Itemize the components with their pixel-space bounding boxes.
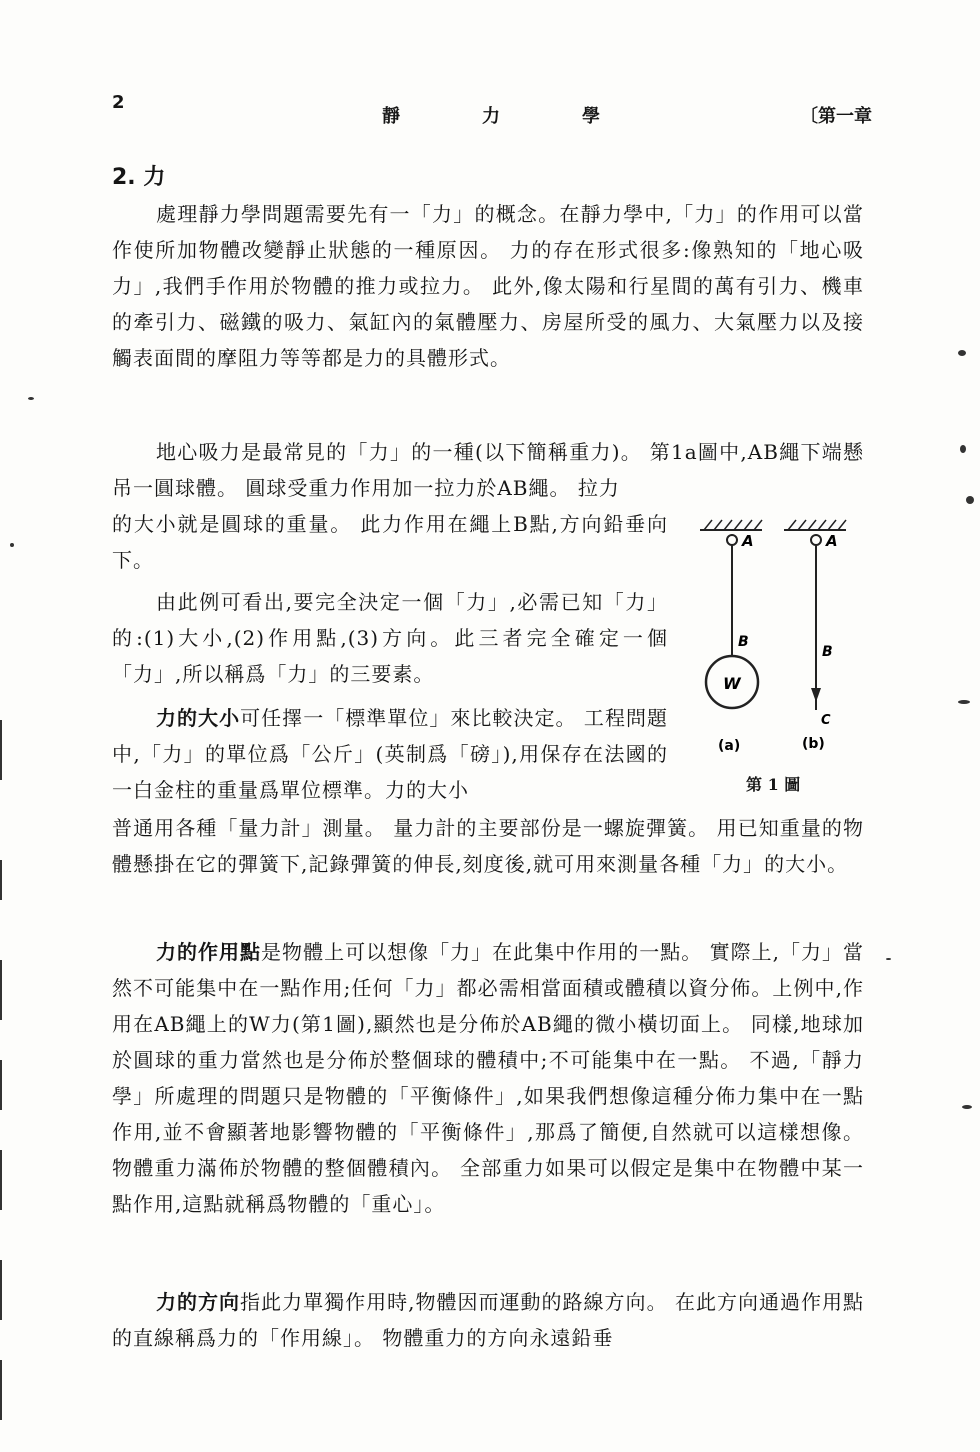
scan-artifact-line	[0, 1150, 2, 1210]
label-c: C	[821, 713, 831, 728]
scan-artifact-line	[0, 1360, 2, 1420]
pin-right	[811, 535, 821, 545]
label-a-left: A	[742, 532, 754, 550]
paragraph-magnitude-a	[112, 700, 668, 808]
term-direction: 力的方向	[156, 1290, 241, 1314]
paragraph-point-of-application	[112, 934, 864, 1222]
paragraph-gravity-b: 的大小就是圓球的重量。 此力作用在繩上B點,方向鉛垂向下。	[112, 512, 668, 572]
scan-speck	[960, 445, 966, 453]
page-header	[112, 92, 872, 126]
scan-speck	[10, 543, 14, 547]
page-number: 2	[112, 92, 125, 113]
running-title-char-1: 靜	[382, 106, 400, 127]
paragraph-magnitude-b: 普通用各種「量力計」測量。 量力計的主要部份是一螺旋彈簧。 用已知重量的物體懸掛在它的彈簧下,記錄彈簧的伸長,刻度後,就可用來測量各種「力」的大小。	[112, 816, 864, 876]
paragraph-direction	[112, 1284, 864, 1356]
scan-speck	[958, 700, 970, 704]
support-left	[700, 520, 762, 530]
running-title-char-2: 力	[482, 106, 500, 127]
paragraph-magnitude-text: 可任擇一「標準單位」來比較決定。 工程問題中,「力」的單位爲「公斤」(英制爲「磅」),用保存在法國的一白金柱的重量爲單位標準。力的大小	[112, 706, 669, 802]
support-right	[784, 520, 846, 530]
paragraph-direction-text: 指此力單獨作用時,物體因而運動的路線方向。 在此方向通過作用點的直線稱爲力的「作用線」。 物體重力的方向永遠鉛垂	[112, 1290, 865, 1350]
label-a-right: A	[826, 532, 838, 550]
chapter-label: 〔第一章	[800, 106, 872, 127]
force-arrow-icon	[811, 688, 821, 702]
paragraph-intro: 處理靜力學問題需要先有一「力」的概念。在靜力學中,「力」的作用可以當作使所加物體改變靜止狀態的一種原因。 力的存在形式很多:像熟知的「地心吸力」,我們手作用於物體的推力或拉力。 此外,像太陽和行星間的萬有引力、機車的牽引力、磁鐵的吸力、氣缸內的氣體壓力、房屋所受的風力、大氣壓力以及接觸表面間的摩阻力等等都是力的具體形式。	[112, 202, 864, 370]
term-point-of-application: 力的作用點	[156, 940, 262, 964]
label-w: W	[723, 674, 741, 693]
scan-artifact-line	[0, 720, 2, 780]
section-heading: 2. 力	[112, 165, 166, 190]
scan-artifact-line	[0, 1060, 2, 1110]
scan-speck	[958, 350, 966, 356]
paragraph-three-elements: 由此例可看出,要完全決定一個「力」,必需已知「力」的:(1)大小,(2)作用點,(3)方向。此三者完全確定一個「力」,所以稱爲「力」的三要素。	[112, 590, 668, 686]
scan-artifact-line	[0, 1260, 2, 1320]
paragraph-gravity-a: 地心吸力是最常見的「力」的一種(以下簡稱重力)。 第1a圖中,AB繩下端懸吊一圓球體。 圓球受重力作用加一拉力於AB繩。 拉力	[112, 440, 864, 500]
label-b-right: B	[822, 644, 833, 660]
subfigure-b-label: (b)	[802, 736, 825, 752]
term-magnitude: 力的大小	[156, 706, 241, 730]
figure-1	[690, 510, 870, 810]
scan-speck	[966, 496, 974, 504]
scan-speck	[962, 1105, 972, 1109]
scan-artifact-line	[0, 960, 2, 1020]
figure-caption: 第 1 圖	[746, 775, 801, 794]
subfigure-a-label: (a)	[718, 738, 741, 754]
scan-speck	[28, 397, 34, 400]
paragraph-point-text: 是物體上可以想像「力」在此集中作用的一點。 實際上,「力」當然不可能集中在一點作用;任何「力」都必需相當面積或體積以資分佈。上例中,作用在AB繩上的W力(第1圖),顯然也是分佈於AB繩的微小橫切面上。 同樣,地球加於圓球的重力當然也是分佈於整個球的體積中;不可能集中在一點。 不過,「靜力學」所處理的問題只是物體的「平衡條件」,如果我們想像這種分佈力集中在一點作用,並不會顯著地影響物體的「平衡條件」,那爲了簡便,自然就可以這樣想像。 物體重力滿佈於物體的整個體積內。 全部重力如果可以假定是集中在物體中某一點作用,這點就稱爲物體的「重心」。	[112, 940, 865, 1216]
running-title-char-3: 學	[582, 106, 600, 127]
pin-left	[727, 535, 737, 545]
scan-speck	[886, 958, 891, 960]
label-b-left: B	[738, 634, 749, 650]
figure-1-diagram	[690, 510, 870, 770]
scan-artifact-line	[0, 860, 2, 900]
